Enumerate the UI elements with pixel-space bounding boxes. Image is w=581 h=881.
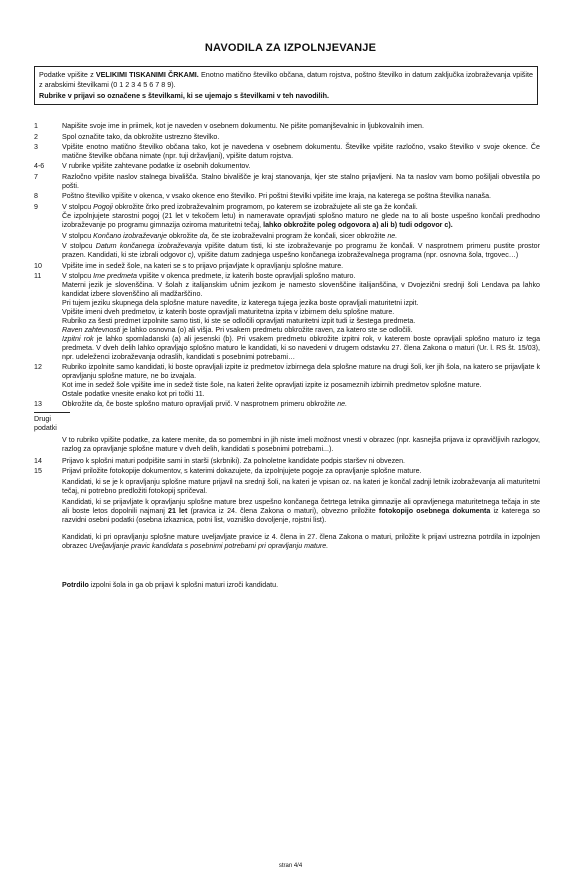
list-item: 7 Razločno vpišite naslov stalnega bivališča. Stalno bivališče je kraj stanovanja, kjer ste stalno prijavljeni. Na ta naslov vam bomo pošiljali obvestila po pošti.	[34, 172, 540, 190]
list-item: 1 Napišite svoje ime in priimek, kot je naveden v osebnem dokumentu. Ne pišite pomanjševalnic in ljubkovalnih imen.	[34, 122, 424, 130]
list-item: 3 Vpišite enotno matično številko občana tako, kot je navedena v osebnem dokumentu. Številke vpišite razločno, vsako številko v svoje okence. Če matične številke občana nimate (npr. tuji državljani), vpišite datum rojstva.	[34, 143, 540, 160]
list-item-13: 13 Obkrožite da, če boste splošno maturo opravljali prvič. V nasprotnem primeru obkrožite ne.	[34, 400, 348, 409]
list-item-9: 9 V stolpcu Pogoji obkrožite črko pred izobraževalnim programom, po katerem se izobražujete ali ste ga že končali. Če izpolnjujete starostni pogoj (21 let v tekočem letu) in nameravate opravljati splošno maturo ne glede na to ali boste uspešno končali predhodno izobraževanje po programu gimnazija oziroma maturitetni tečaj, lahko obkrožite poleg odgovora a) ali b) tudi odgovor c). V stolpcu Končano izobraževanje obkrožite da, če ste izobraževalni program že končali, sicer obkrožite ne. V stolpcu Datum končanega izobraževanja vpišite datum tisti, ki ste izobraževanje po programu že končali. V nasprotnem primeru pustite prostor prazen. Kandidati, ki ste izbrali odgovor c), vpišite datum zadnjega uspešno končanega izobraževalnega programa (npr. osnovna šola, trgovec…)	[34, 202, 540, 260]
section-text: V to rubriko vpišite podatke, za katere menite, da so pomembni in jih niste imeli možnost vnesti v obrazec (npr. kasnejša prijava iz opravičljivih razlogov, razlog za opravljanje splošne mature v dveh delih, kandidati s posebnimi potrebami...).	[62, 435, 540, 453]
certificate-note: Potrdilo izpolni šola in ga ob prijavi k splošni maturi izroči kandidatu.	[62, 580, 279, 589]
list-item: 8 Poštno številko vpišite v okenca, v vsako okence eno številko. Pri poštni številki vpišite ime kraja, na katerega se poštna številka nanaša.	[34, 192, 491, 201]
list-item-11: 11 V stolpcu Ime predmeta vpišite v okenca predmete, iz katerih boste opravljali splošno maturo. Materni jezik je slovenščina. V šolah z italijanskim učnim jezikom je namesto slovenščine italijanščina, v Dvojezični srednji šoli Lendava pa lahko kandidat izbere slovenščino ali madžarščino. Pri tujem jeziku skupnega dela splošne mature navedite, iz katerega tujega jezika boste opravljali maturitetni izpit. Vpišite imeni dveh predmetov, iz katerih boste opravljali maturitetna izpita v izbirnem delu splošne mature. Rubriko za šesti predmet izpolnite samo tisti, ki ste se odločili opravljati maturitetni izpit tudi iz šestega predmeta. Raven zahtevnosti je lahko osnovna (o) ali višja. Pri vsakem predmetu obkrožite raven, za katero ste se odločili. Izpitni rok je lahko spomladanski (a) ali jesenski (b). Pri vsakem predmetu obkrožite izpitni rok, v katerem boste opravljali splošno maturo iz tega predmeta. V dveh delih lahko opravljajo splošno maturo le kandidati, ki so navedeni v drugem odstavku 27. člena Zakona o maturi (Ur. l. RS št. 15/03), npr. udeleženci izobraževanja odraslih, kandidati s posebnimi potrebami…	[34, 272, 541, 361]
special-needs-note: Kandidati, ki pri opravljanju splošne mature uveljavljate pravice iz 4. člena in 27. člena Zakona o maturi, priložite k prijavi ustrezna potrdila in izpolnjen obrazec Uveljavljanje pravic kandidata s posebnimi potrebami pri opravljanju mature.	[62, 532, 540, 550]
list-item-15: 15 Prijavi priložite fotokopije dokumentov, s katerimi dokazujete, da izpolnjujete pogoje za opravljanje splošne mature. Kandidati, ki se je k opravljanju splošne mature prijavil na srednji šoli, na kateri je vpisan oz. na kateri je končal zadnji letnik izobraževanja ali maturitetni tečaj, ni potrebno predložiti fotokopij spričeval. Kandidati, ki se prijavljate k opravljanju splošne mature brez uspešno končanega četrtega letnika gimnazije ali opravljenega maturitetnega tečaja in ste ali boste letos dopolnili najmanj 21 let (pravica iz 24. člena Zakona o maturi), obvezno priložite fotokopijo osebnega dokumenta iz katerega so razvidni osebni podatki (osebna izkaznica, potni list, vozniško dovoljenje, rojstni list).	[34, 467, 540, 524]
list-item-14: 14 Prijavo k splošni maturi podpišite sami in starši (skrbniki). Za polnoletne kandidate podpis staršev ni obvezen.	[34, 456, 406, 465]
list-item-12: 12 Rubriko izpolnite samo kandidati, ki boste opravljali izpite iz predmetov izbirnega dela splošne mature na drugi šoli, ker jih šola, na katero se prijavljate k opravljanju splošne mature, ne bo izvajala. Kot ime in sedež šole vpišite ime in sedež tiste šole, na kateri želite opravljati izpite iz posameznih izbirnih predmetov splošne mature. Ostale podatke vnesite enako kot pri točki 11.	[34, 363, 540, 398]
list-item: 4-6 V rubrike vpišite zahtevane podatke iz osebnih dokumentov.	[34, 162, 251, 171]
instructions-list	[34, 122, 540, 589]
instructions-box	[34, 66, 538, 105]
page-number: stran 4/4	[278, 863, 303, 869]
box-line-2: Rubrike v prijavi so označene s številkami, ki se ujemajo s številkami v teh navodilih.	[39, 90, 330, 100]
list-item: 2 Spol označite tako, da obkrožite ustrezno številko.	[34, 132, 220, 141]
section-heading: Drugi podatki	[34, 412, 70, 433]
box-line-1: Podatke vpišite z VELIKIMI TISKANIMI ČRKAMI. Enotno matično številko občana, datum rojstva, poštno številko in datum zaključka izobraževanja vpišite z arabskimi številkami (0 1 2 3 4 5 6 7 8 9).	[39, 70, 533, 90]
list-item-10: 10 Vpišite ime in sedež šole, na kateri se s to prijavo prijavljate k opravljanju splošne mature.	[34, 261, 344, 270]
page-title: NAVODILA ZA IZPOLNJEVANJE	[204, 42, 377, 54]
